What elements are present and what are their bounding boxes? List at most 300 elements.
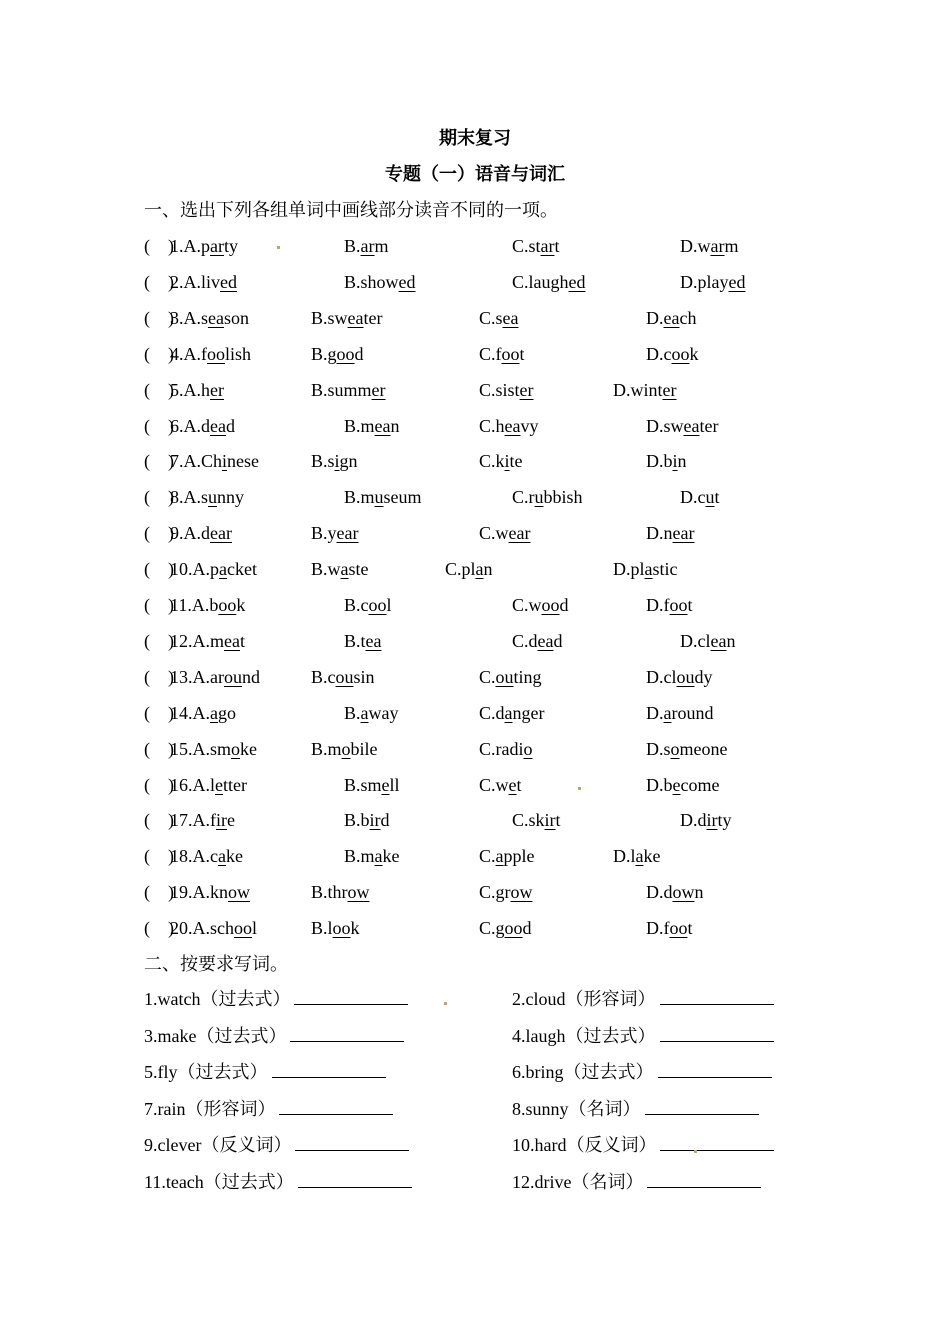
answer-blank-line[interactable] (272, 1059, 386, 1078)
underlined-letters: o (341, 738, 351, 759)
option-text: B.g (311, 343, 337, 364)
option-text: n (390, 415, 400, 436)
option-text: C.laugh (512, 271, 569, 292)
option-text: B.summ (311, 379, 372, 400)
option-text: ty (717, 810, 732, 831)
option-text: nger (512, 702, 545, 723)
option-text: A.f (192, 810, 216, 831)
option-text: d (354, 343, 364, 364)
option-c (512, 629, 563, 653)
blank-row (0, 1059, 950, 1085)
option-text: A.h (183, 379, 210, 400)
question-number: 15. (170, 738, 193, 759)
option-text: cket (227, 559, 257, 580)
option-text: t (519, 343, 525, 364)
answer-bracket[interactable]: ( ) (144, 846, 174, 867)
option-text: t (516, 774, 522, 795)
option-b (344, 773, 400, 797)
underlined-letters: u (534, 487, 544, 508)
option-text: B.m (311, 738, 342, 759)
question-number: 7. (170, 451, 184, 472)
fill-blank-item (144, 1096, 393, 1122)
option-text: C.st (512, 236, 541, 256)
option-text: D.wint (613, 379, 663, 400)
underlined-letters: er (662, 379, 677, 400)
underlined-letters: ea (710, 630, 727, 651)
underlined-letters: ed (398, 271, 416, 292)
option-text: D.d (680, 810, 707, 831)
option-text: C.pl (445, 559, 476, 580)
blank-prompt: 1.watch（过去式） (144, 989, 291, 1009)
underlined-letters: oo (368, 595, 387, 615)
option-text: sin (353, 666, 375, 687)
underlined-letters: e (508, 774, 517, 795)
option-b (311, 342, 364, 366)
option-text: te (509, 451, 523, 472)
underlined-letters: a (210, 702, 218, 723)
underlined-letters: ou (676, 666, 695, 687)
section2-heading: 二、按要求写词。 (144, 954, 288, 974)
answer-bracket[interactable]: ( ) (144, 379, 174, 400)
option-a (170, 342, 251, 366)
option-text: B. (344, 236, 361, 256)
option-c (479, 844, 535, 868)
option-text: C.sist (479, 379, 520, 400)
scan-speck (578, 787, 581, 790)
question-number: 11. (170, 595, 192, 615)
option-text: ll (389, 774, 400, 795)
option-text: B.sw (311, 307, 348, 328)
option-d (646, 521, 694, 545)
blank-prompt: 6.bring（过去式） (512, 1062, 654, 1083)
option-d (646, 414, 718, 438)
answer-bracket[interactable]: ( ) (144, 559, 174, 580)
answer-bracket[interactable]: ( ) (144, 271, 174, 292)
underlined-letters: e (672, 774, 681, 795)
option-text: D.w (680, 236, 711, 256)
scan-speck (444, 1002, 447, 1005)
option-b (344, 629, 382, 653)
fill-blank-item (512, 1169, 761, 1195)
option-text: B.m (344, 415, 375, 436)
underlined-letters: oo (336, 343, 355, 364)
option-text: D.sw (646, 415, 684, 436)
option-text: nese (227, 451, 260, 472)
underlined-letters: oo (218, 595, 237, 615)
option-text: A.p (192, 559, 219, 580)
answer-blank-line[interactable] (660, 986, 774, 1005)
option-text: d (380, 810, 390, 831)
blank-row (0, 1169, 950, 1195)
option-text: D.cl (680, 630, 711, 651)
option-text: l (252, 918, 258, 939)
answer-blank-line[interactable] (647, 1169, 761, 1188)
option-d (680, 629, 735, 653)
underlined-letters: ou (495, 666, 514, 687)
underlined-letters: oo (504, 918, 523, 939)
option-text: C.w (479, 523, 509, 544)
option-b (311, 665, 375, 689)
option-text: D. (646, 702, 664, 723)
option-c (479, 449, 523, 473)
blank-prompt: 11.teach（过去式） (144, 1172, 294, 1192)
option-c (512, 593, 569, 617)
option-text: D.f (646, 595, 670, 615)
option-b (344, 485, 422, 509)
option-c (479, 880, 533, 904)
option-a (170, 306, 249, 330)
option-d (646, 880, 704, 904)
option-a (170, 449, 259, 473)
answer-bracket[interactable]: ( ) (144, 702, 174, 723)
scan-speck (277, 246, 280, 249)
underlined-letters: ir (544, 810, 556, 831)
underlined-letters: oo (207, 343, 225, 364)
option-a (170, 844, 243, 868)
underlined-letters: ea (374, 415, 391, 436)
option-text: D.d (646, 882, 673, 903)
underlined-letters: ir (706, 810, 718, 831)
option-b (311, 916, 360, 940)
option-b (344, 701, 399, 725)
option-c (479, 342, 525, 366)
underlined-letters: ir (216, 810, 227, 831)
underlined-letters: i (504, 451, 510, 472)
question-row (0, 701, 950, 725)
option-a (170, 737, 257, 761)
fill-blank-item (512, 1059, 772, 1085)
option-text: ke (226, 846, 243, 867)
option-b (311, 378, 386, 402)
option-text: l (386, 595, 392, 615)
option-text: A. (192, 702, 210, 723)
option-c (479, 665, 542, 689)
option-text: nd (241, 666, 260, 687)
underlined-letters: ear (672, 523, 695, 544)
question-number: 20. (170, 918, 193, 939)
option-d (646, 773, 719, 797)
option-text: meone (679, 738, 728, 759)
blank-prompt: 3.make（过去式） (144, 1025, 287, 1046)
option-b (344, 234, 389, 258)
underlined-letters: oo (501, 343, 520, 364)
answer-bracket[interactable]: ( ) (144, 595, 174, 615)
answer-bracket[interactable]: ( ) (144, 666, 174, 687)
fill-blank-item (144, 1023, 404, 1049)
option-b (344, 593, 392, 617)
option-text: D.pl (613, 559, 645, 580)
answer-blank-line[interactable] (660, 1023, 774, 1042)
answer-bracket[interactable]: ( ) (144, 810, 174, 831)
option-text: e (227, 810, 235, 831)
underlined-letters: ea (663, 307, 680, 328)
option-text: D.c (680, 487, 706, 508)
question-row (0, 270, 950, 294)
option-text: d (522, 918, 532, 939)
blank-prompt: 10.hard（反义词） (512, 1135, 657, 1156)
option-text: m (724, 236, 739, 256)
question-number: 5. (170, 379, 184, 400)
option-text: t (239, 630, 245, 651)
answer-blank-line[interactable] (290, 1023, 404, 1042)
option-a (170, 270, 237, 294)
option-text: D. (646, 307, 664, 328)
option-text: C.d (512, 630, 538, 651)
question-number: 17. (170, 810, 193, 831)
question-row (0, 737, 950, 761)
underlined-letters: ed (220, 271, 238, 292)
answer-bracket[interactable]: ( ) (144, 523, 174, 544)
question-row (0, 521, 950, 545)
option-a (170, 378, 224, 402)
option-d (646, 306, 696, 330)
question-number: 14. (170, 702, 193, 723)
underlined-letters: i (672, 451, 678, 472)
option-text: ste (348, 559, 369, 580)
option-d (646, 342, 699, 366)
option-text: d (559, 595, 569, 615)
option-text: B.s (311, 451, 335, 472)
option-d (680, 234, 739, 258)
option-d (646, 916, 693, 940)
question-row (0, 629, 950, 653)
option-text: B.t (344, 630, 366, 651)
underlined-letters: ea (537, 630, 554, 651)
question-row (0, 485, 950, 509)
option-a (170, 557, 257, 581)
question-number: 4. (170, 343, 184, 364)
option-d (613, 378, 676, 402)
page-subtitle: 专题（一）语音与词汇 (385, 164, 565, 184)
underlined-letters: ear (336, 523, 359, 544)
option-text: C. (479, 846, 496, 867)
underlined-letters: oo (671, 343, 690, 364)
option-c (479, 701, 545, 725)
option-text: t (687, 918, 693, 939)
answer-bracket[interactable]: ( ) (144, 415, 174, 436)
option-text: A.m (192, 630, 224, 651)
question-number: 16. (170, 774, 193, 795)
option-text: A.s (183, 307, 209, 328)
option-text: C.w (479, 774, 509, 795)
underlined-letters: ar (210, 236, 224, 256)
option-text: A.sch (192, 918, 234, 939)
underlined-letters: u (374, 487, 384, 508)
answer-blank-line[interactable] (660, 1132, 774, 1151)
fill-blank-item (144, 986, 408, 1012)
underlined-letters: e (215, 774, 223, 795)
option-text: C.w (512, 595, 542, 615)
option-text: ke (240, 738, 258, 759)
underlined-letters: ow (228, 882, 250, 903)
scan-speck (694, 1150, 697, 1153)
option-c (479, 773, 522, 797)
option-text: ting (513, 666, 542, 687)
question-row (0, 773, 950, 797)
answer-bracket[interactable]: ( ) (144, 487, 174, 508)
underlined-letters: ow (510, 882, 533, 903)
option-c (512, 270, 586, 294)
underlined-letters: a (360, 702, 369, 723)
option-d (613, 844, 661, 868)
question-number: 6. (170, 415, 184, 436)
question-row (0, 808, 950, 832)
blank-prompt: 5.fly（过去式） (144, 1062, 268, 1083)
option-text: B. (344, 702, 361, 723)
option-a (170, 629, 245, 653)
option-text: n (726, 630, 736, 651)
underlined-letters: a (635, 846, 644, 867)
underlined-letters: ed (728, 271, 746, 292)
underlined-letters: ed (568, 271, 586, 292)
question-row (0, 593, 950, 617)
underlined-letters: a (475, 559, 484, 580)
answer-bracket[interactable]: ( ) (144, 343, 174, 364)
option-text: round (671, 702, 714, 723)
option-a (170, 773, 247, 797)
option-text: n (677, 451, 687, 472)
option-b (311, 557, 369, 581)
option-text: ty (223, 236, 238, 256)
option-c (512, 234, 560, 258)
option-c (445, 557, 493, 581)
underlined-letters: a (644, 559, 653, 580)
underlined-letters: u (705, 487, 715, 508)
option-text: stic (652, 559, 678, 580)
option-text: D.play (680, 271, 729, 292)
question-row (0, 449, 950, 473)
answer-blank-line[interactable] (279, 1096, 393, 1115)
question-row (0, 880, 950, 904)
question-number: 13. (170, 666, 193, 687)
answer-blank-line[interactable] (294, 986, 408, 1005)
underlined-letters: a (663, 702, 672, 723)
question-number: 18. (170, 846, 193, 867)
underlined-letters: er (519, 379, 534, 400)
blank-row (0, 1096, 950, 1122)
option-text: bile (350, 738, 378, 759)
page-title: 期末复习 (439, 128, 511, 148)
option-text: C.gr (479, 882, 511, 903)
option-text: nny (217, 487, 245, 508)
answer-blank-line[interactable] (295, 1132, 409, 1151)
option-text: son (224, 307, 250, 328)
answer-bracket[interactable]: ( ) (144, 918, 174, 939)
option-text: B.w (311, 559, 341, 580)
option-text: go (218, 702, 236, 723)
option-text: ke (382, 846, 400, 867)
answer-bracket[interactable]: ( ) (144, 882, 174, 903)
option-text: A.liv (183, 271, 221, 292)
underlined-letters: oo (669, 595, 688, 615)
option-text: C.d (479, 702, 505, 723)
option-text: k (236, 595, 246, 615)
underlined-letters: ow (347, 882, 370, 903)
option-text: come (680, 774, 720, 795)
answer-bracket[interactable]: ( ) (144, 451, 174, 472)
option-text: B.c (311, 666, 336, 687)
option-a (170, 485, 244, 509)
option-text: B.sm (344, 774, 382, 795)
option-text: lish (225, 343, 252, 364)
question-number: 9. (170, 523, 184, 544)
option-b (311, 880, 370, 904)
option-c (479, 414, 539, 438)
underlined-letters: e (381, 774, 390, 795)
option-c (479, 916, 532, 940)
answer-blank-line[interactable] (658, 1059, 772, 1078)
option-text: C.f (479, 343, 502, 364)
option-text: seum (383, 487, 422, 508)
underlined-letters: ea (683, 415, 700, 436)
question-row (0, 557, 950, 581)
answer-bracket[interactable]: ( ) (144, 774, 174, 795)
underlined-letters: a (374, 846, 383, 867)
answer-bracket[interactable]: ( ) (144, 738, 174, 759)
option-a (170, 414, 235, 438)
answer-bracket[interactable]: ( ) (144, 630, 174, 651)
option-b (344, 414, 400, 438)
option-d (646, 665, 713, 689)
answer-bracket[interactable]: ( ) (144, 307, 174, 328)
answer-bracket[interactable]: ( ) (144, 236, 174, 256)
blank-prompt: 4.laugh（过去式） (512, 1025, 656, 1046)
option-a (170, 665, 260, 689)
option-text: gn (339, 451, 358, 472)
option-d (646, 737, 728, 761)
option-text: t (554, 236, 560, 256)
underlined-letters: ea (365, 630, 382, 651)
option-b (311, 737, 378, 761)
option-c (479, 378, 534, 402)
blank-prompt: 9.clever（反义词） (144, 1135, 292, 1156)
option-text: B.thr (311, 882, 348, 903)
option-text: A.s (183, 487, 209, 508)
option-text: vy (520, 415, 539, 436)
underlined-letters: ea (208, 307, 224, 328)
option-text: A.kn (192, 882, 228, 903)
underlined-letters: o (231, 738, 241, 759)
fill-blank-item (512, 986, 774, 1012)
underlined-letters: oo (332, 918, 351, 939)
underlined-letters: ou (335, 666, 354, 687)
underlined-letters: ear (508, 523, 531, 544)
blank-row (0, 1023, 950, 1049)
option-text: A.sm (192, 738, 232, 759)
option-c (479, 521, 531, 545)
blank-row (0, 1132, 950, 1158)
underlined-letters: oo (669, 918, 688, 939)
underlined-letters: ar (710, 236, 725, 256)
question-number: 2. (170, 271, 184, 292)
option-text: A.c (192, 846, 218, 867)
underlined-letters: ear (210, 523, 232, 544)
question-row (0, 378, 950, 402)
option-text: bbish (543, 487, 583, 508)
option-c (512, 808, 561, 832)
option-a (170, 880, 250, 904)
option-text: D.cl (646, 666, 677, 687)
option-text: tter (223, 774, 247, 795)
option-d (680, 485, 720, 509)
answer-blank-line[interactable] (298, 1169, 412, 1188)
option-text: C.sk (512, 810, 545, 831)
option-text: A.ar (192, 666, 224, 687)
option-text: C. (479, 666, 496, 687)
option-text: d (225, 415, 235, 436)
answer-blank-line[interactable] (645, 1096, 759, 1115)
underlined-letters: ea (502, 307, 519, 328)
